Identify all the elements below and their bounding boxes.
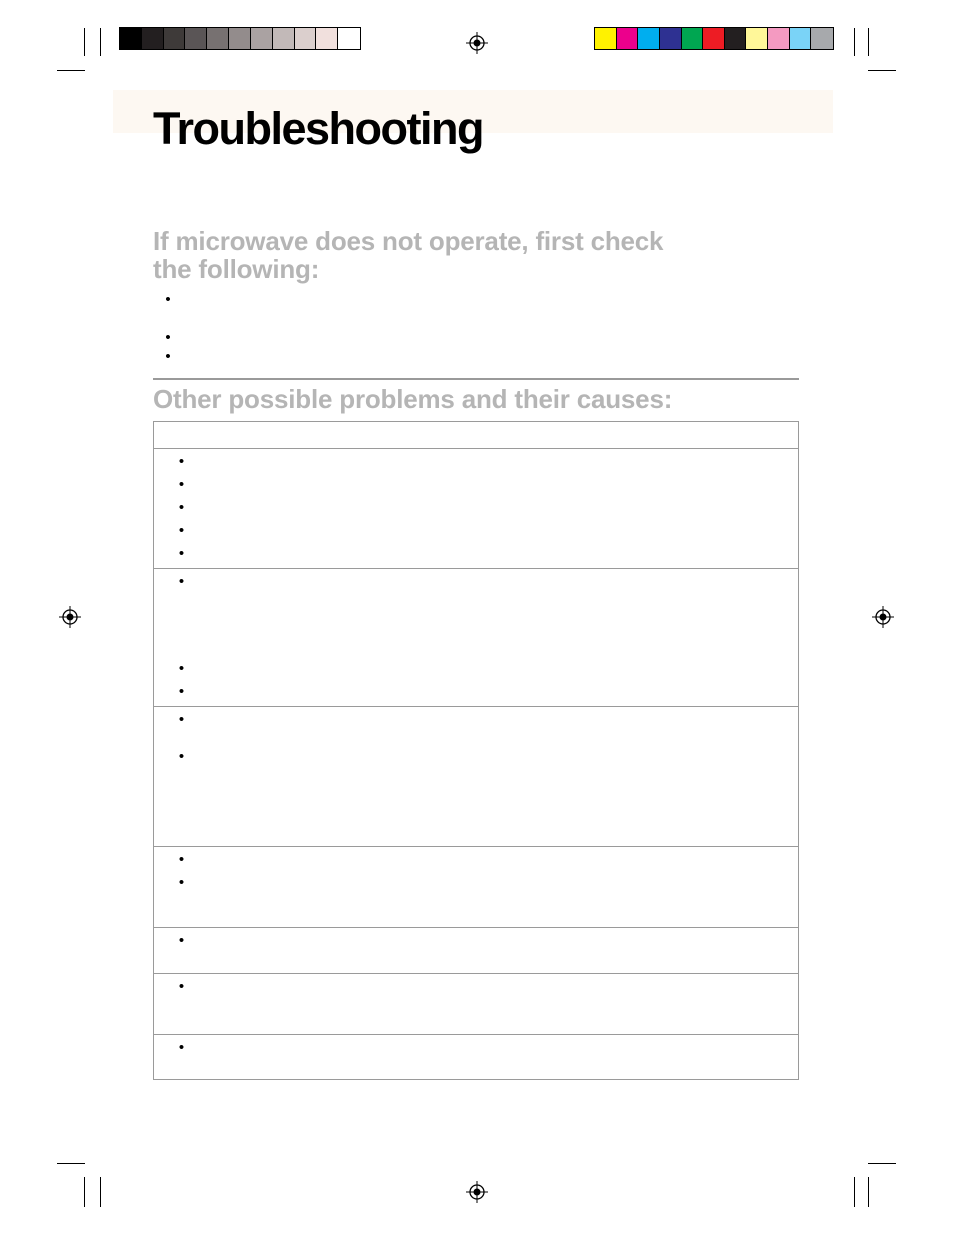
color-swatch — [207, 28, 229, 49]
header-cause — [166, 422, 799, 449]
color-swatch — [768, 28, 790, 49]
causes-cell — [166, 847, 799, 928]
registration-mark-top-icon — [466, 32, 488, 54]
cause-item — [171, 851, 798, 874]
causes-cell — [166, 707, 799, 847]
bullet-icon: • — [165, 329, 171, 346]
table-row — [154, 449, 799, 569]
color-swatch — [790, 28, 812, 49]
bullet-icon: • — [178, 978, 185, 995]
cause-item — [171, 683, 798, 706]
table-header-row — [154, 422, 799, 449]
color-swatch — [811, 28, 833, 49]
cause-item — [171, 660, 798, 683]
cause-item — [171, 545, 798, 568]
cause-item — [171, 932, 798, 955]
section-divider — [153, 378, 799, 380]
cause-item — [171, 522, 798, 545]
bullet-icon: • — [178, 453, 185, 470]
color-swatch — [164, 28, 186, 49]
other-problems-heading: Other possible problems and their causes: — [153, 384, 673, 414]
causes-list — [0, 711, 798, 771]
cause-item — [171, 499, 798, 522]
causes-list — [0, 573, 798, 706]
table-row — [154, 974, 799, 1035]
bullet-icon: • — [178, 499, 185, 516]
causes-cell — [166, 928, 799, 974]
troubleshooting-table — [153, 421, 799, 1080]
color-swatch — [638, 28, 660, 49]
registration-mark-bottom-icon — [466, 1181, 488, 1203]
bullet-icon: • — [178, 874, 185, 891]
causes-list — [0, 851, 798, 897]
page-title: Troubleshooting — [153, 103, 483, 154]
cause-item — [171, 874, 798, 897]
cause-item — [171, 453, 798, 476]
table-row — [154, 928, 799, 974]
color-swatch — [185, 28, 207, 49]
bullet-icon: • — [178, 711, 185, 728]
first-check-heading-line1: If microwave does not operate, first check — [153, 226, 664, 256]
causes-cell — [166, 974, 799, 1035]
registration-mark-right-icon — [872, 606, 894, 628]
causes-cell — [166, 569, 799, 707]
color-swatch — [595, 28, 617, 49]
color-swatch — [316, 28, 338, 49]
color-swatch — [617, 28, 639, 49]
cause-item — [171, 476, 798, 499]
first-check-heading — [153, 227, 663, 283]
bullet-icon: • — [165, 348, 171, 365]
color-swatch — [746, 28, 768, 49]
cause-item — [171, 1039, 798, 1062]
color-swatch — [229, 28, 251, 49]
cause-item — [171, 978, 798, 1001]
color-swatch — [338, 28, 360, 49]
color-swatch — [120, 28, 142, 49]
bullet-icon: • — [178, 522, 185, 539]
cause-item — [171, 573, 798, 596]
table-row — [154, 847, 799, 928]
table-row — [154, 569, 799, 707]
bullet-icon: • — [178, 573, 185, 590]
color-swatch — [703, 28, 725, 49]
causes-list — [0, 453, 798, 568]
first-check-heading-line2: the following: — [153, 254, 320, 284]
color-swatch — [682, 28, 704, 49]
header-problem — [154, 422, 166, 449]
bullet-icon: • — [178, 545, 185, 562]
causes-cell — [166, 449, 799, 569]
grayscale-color-bar — [119, 27, 361, 50]
causes-list — [0, 1039, 798, 1062]
color-swatch — [142, 28, 164, 49]
table-row — [154, 707, 799, 847]
bullet-icon: • — [178, 932, 185, 949]
color-swatch — [273, 28, 295, 49]
color-swatch — [295, 28, 317, 49]
bullet-icon: • — [178, 660, 185, 677]
process-color-bar — [594, 27, 834, 50]
causes-list — [0, 978, 798, 1001]
color-swatch — [251, 28, 273, 49]
bullet-icon: • — [178, 683, 185, 700]
bullet-icon: • — [178, 476, 185, 493]
bullet-icon: • — [165, 291, 171, 308]
color-swatch — [660, 28, 682, 49]
bullet-icon: • — [178, 1039, 185, 1056]
bullet-icon: • — [178, 851, 185, 868]
cause-item — [171, 711, 798, 734]
cause-item — [171, 748, 798, 771]
table-row — [154, 1035, 799, 1080]
color-swatch — [725, 28, 747, 49]
causes-cell — [166, 1035, 799, 1080]
causes-list — [0, 932, 798, 955]
bullet-icon: • — [178, 748, 185, 765]
